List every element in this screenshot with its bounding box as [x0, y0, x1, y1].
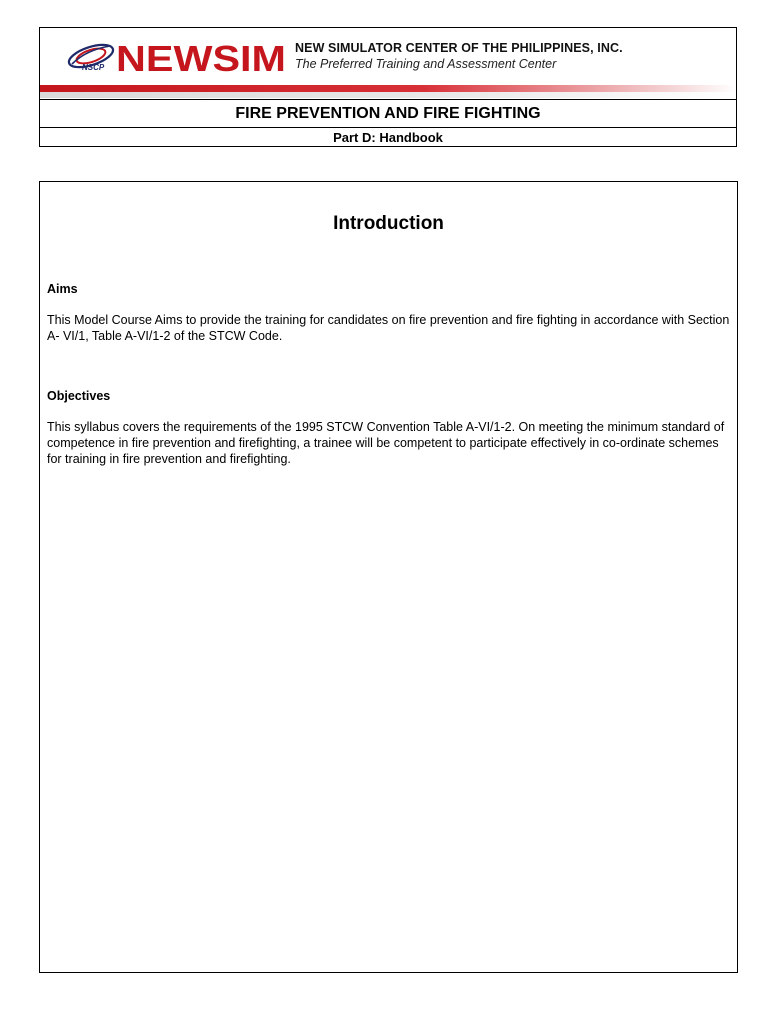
- company-tagline: The Preferred Training and Assessment Center: [295, 57, 557, 71]
- introduction-heading: Introduction: [333, 213, 444, 234]
- document-header: [39, 27, 737, 147]
- objectives-paragraph: This syllabus covers the requirements of the 1995 STCW Convention Table A-VI/1-2. On meeting the minimum standard of competence in fire prevention and firefighting, a trainee will be competent to participate effectively in co-ordinate schemes for training in fire prevention and firefighting.: [47, 420, 725, 466]
- aims-paragraph: This Model Course Aims to provide the training for candidates on fire prevention and fire fighting in accordance with Section A- VI/1, Table A-VI/1-2 of the STCW Code.: [47, 313, 730, 343]
- logo-wordmark: NEWSIM: [116, 38, 286, 79]
- content-panel: [39, 181, 738, 973]
- globe-emblem-icon: [66, 40, 115, 72]
- aims-heading: Aims: [47, 282, 78, 296]
- logo-row: [40, 28, 736, 99]
- objectives-heading: Objectives: [47, 389, 111, 403]
- header-red-band: [40, 85, 736, 92]
- header-gray-band: [40, 92, 736, 98]
- document-subtitle: Part D: Handbook: [333, 130, 443, 145]
- newsim-logo: [66, 34, 288, 80]
- document-title: FIRE PREVENTION AND FIRE FIGHTING: [40, 99, 736, 128]
- company-name: NEW SIMULATOR CENTER OF THE PHILIPPINES, INC.: [295, 41, 623, 55]
- logo-badge: NSCP: [82, 63, 105, 72]
